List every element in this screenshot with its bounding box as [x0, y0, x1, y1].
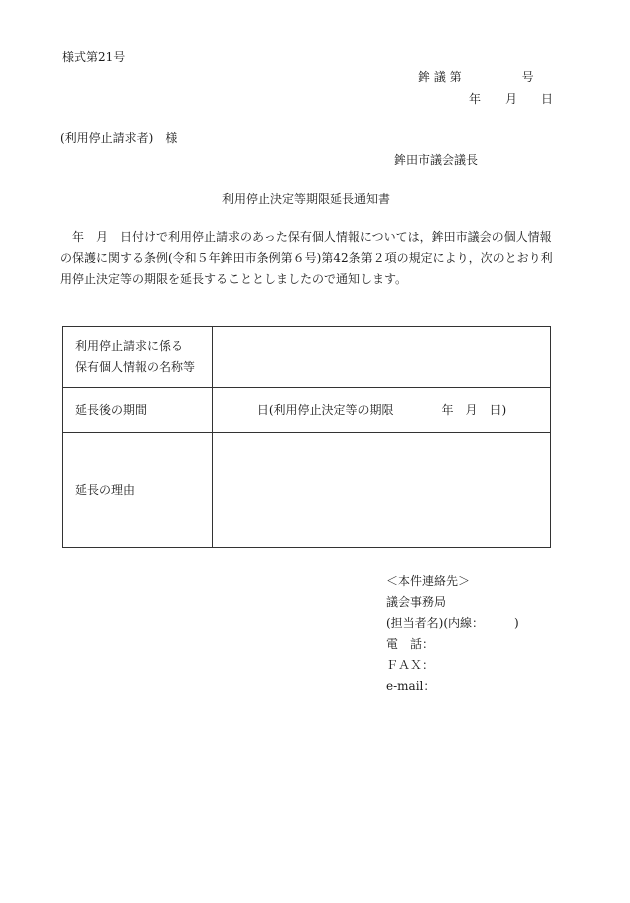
contact-fax: ＦＡＸ： [386, 658, 435, 672]
contact-email: e-mail： [386, 679, 436, 693]
document-number: 鉾 議 第 号 [418, 70, 534, 84]
table-row [63, 388, 551, 433]
table-value [213, 433, 551, 548]
form-number: 様式第21号 [62, 50, 126, 64]
table-label-line: 利用停止請求に係る [75, 339, 184, 353]
sender: 鉾田市議会議長 [394, 153, 479, 167]
document-date: 年 月 日 [469, 92, 554, 106]
contact-phone: 電 話： [386, 637, 435, 651]
contact-office: 議会事務局 [386, 595, 447, 609]
contact-block [386, 571, 519, 697]
contact-heading: ＜本件連絡先＞ [386, 574, 471, 588]
table-row [63, 433, 551, 548]
table-label-line: 保有個人情報の名称等 [75, 360, 196, 374]
document-title: 利用停止決定等期限延長通知書 [222, 192, 391, 206]
recipient: (利用停止請求者) 様 [60, 131, 178, 145]
table-value: 日(利用停止決定等の期限 年 月 日) [213, 388, 551, 433]
table-label [63, 327, 213, 388]
table-row [63, 327, 551, 388]
contact-person: (担当者名)(内線： ) [386, 616, 519, 630]
table-label: 延長の理由 [63, 433, 213, 548]
table-value [213, 327, 551, 388]
body-paragraph: 年 月 日付けで利用停止請求のあった保有個人情報については，鉾田市議会の個人情報の保護に関する条例(令和５年鉾田市条例第６号)第42条第２項の規定により，次のとおり利用停止決定等の期限を延長することとしましたので通知します。 [60, 230, 553, 286]
table-label: 延長後の期間 [63, 388, 213, 433]
form-table [62, 326, 551, 548]
